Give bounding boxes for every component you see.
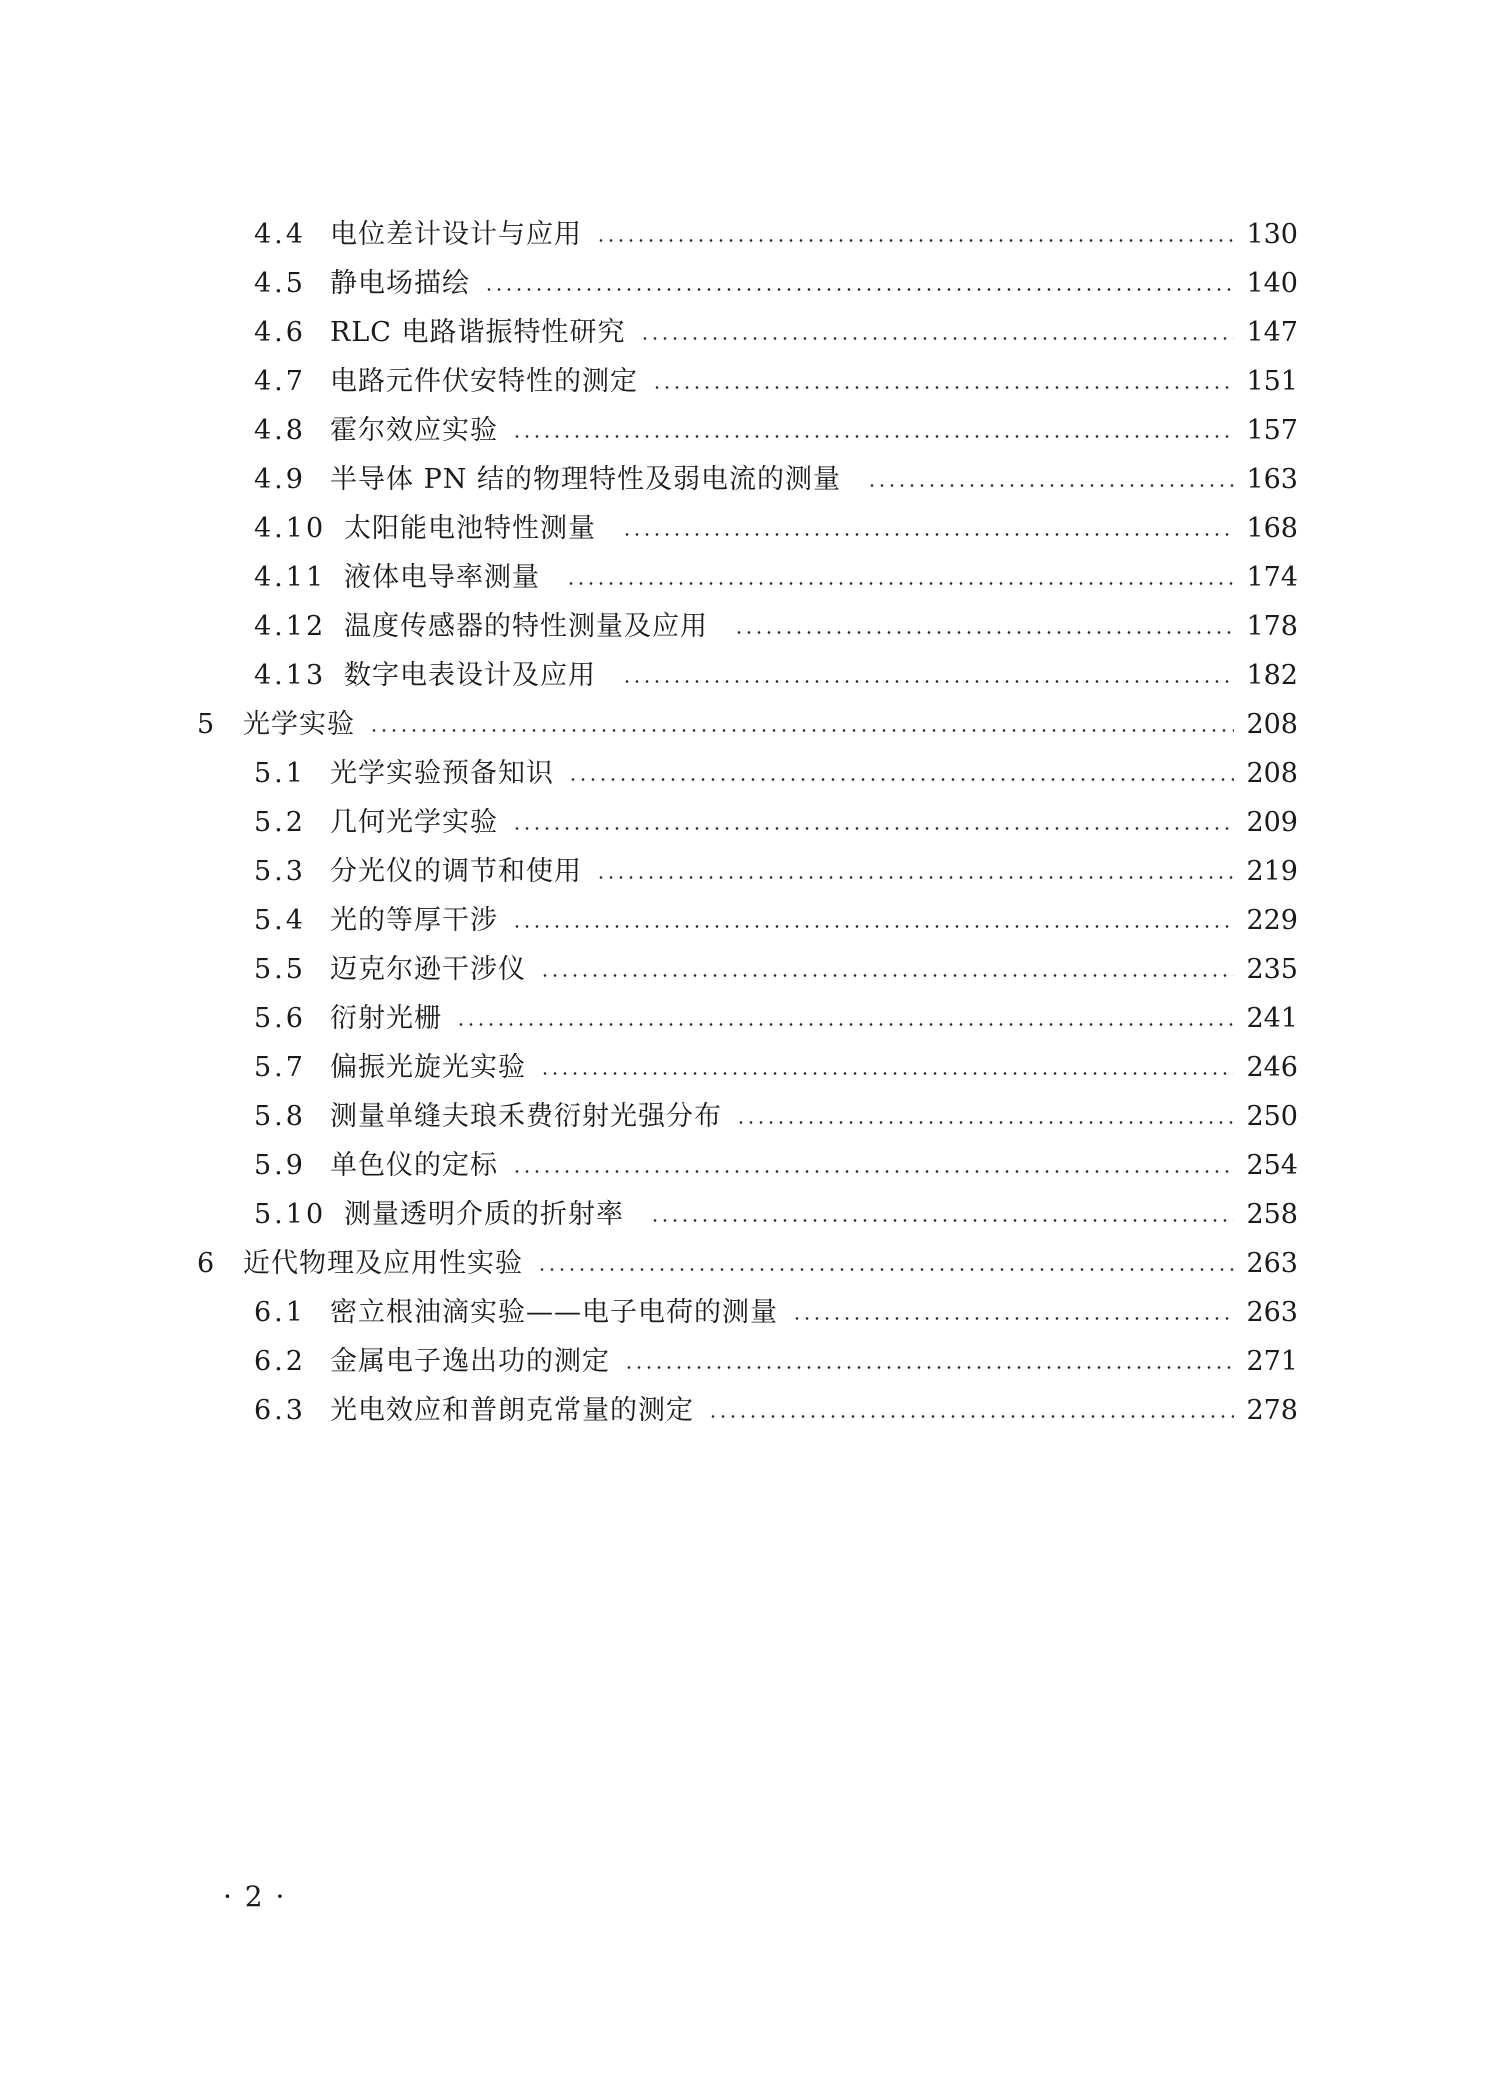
toc-entry-page: 140 <box>1246 268 1298 299</box>
dot-leader <box>540 974 1234 977</box>
toc-entry[interactable] <box>254 1141 1298 1190</box>
toc-entry[interactable] <box>254 847 1298 896</box>
toc-entry[interactable] <box>254 1288 1298 1337</box>
toc-entry-number: 4.5 <box>254 268 306 299</box>
toc-chapter-page: 263 <box>1246 1248 1298 1279</box>
toc-entry-number: 4.13 <box>254 660 327 691</box>
toc-entry-page: 229 <box>1246 905 1298 936</box>
dot-leader <box>512 827 1234 830</box>
toc-entry-title: 电位差计设计与应用 <box>330 219 582 250</box>
toc-entry-number: 5.2 <box>254 807 306 838</box>
toc-entry[interactable] <box>254 994 1298 1043</box>
dot-leader <box>512 435 1234 438</box>
dot-leader <box>792 1317 1234 1320</box>
toc-entry[interactable] <box>254 455 1298 504</box>
toc-entry-page: 278 <box>1246 1395 1298 1426</box>
toc-entry[interactable] <box>254 504 1298 553</box>
toc-entry-page: 250 <box>1246 1101 1298 1132</box>
toc-chapter-number: 6 <box>197 1248 218 1279</box>
toc-entry-title: 数字电表设计及应用 <box>344 660 596 691</box>
toc-entry-number: 5.1 <box>254 758 306 789</box>
toc-entry-number: 4.8 <box>254 415 306 446</box>
toc-entry-title: 光的等厚干涉 <box>330 905 498 936</box>
toc-entry-number: 4.4 <box>254 219 306 250</box>
toc-entry-number: 5.3 <box>254 856 306 887</box>
toc-entry[interactable] <box>254 1043 1298 1092</box>
toc-entry-title: 光电效应和普朗克常量的测定 <box>330 1395 694 1426</box>
dot-leader <box>734 631 1234 634</box>
toc-entry-title: 液体电导率测量 <box>344 562 540 593</box>
toc-entry-number: 4.10 <box>254 513 327 544</box>
dot-leader <box>369 729 1234 732</box>
dot-leader <box>736 1121 1234 1124</box>
dot-leader <box>596 239 1234 242</box>
toc-entry-title: 分光仪的调节和使用 <box>330 856 582 887</box>
toc-entry-title: 太阳能电池特性测量 <box>344 513 596 544</box>
toc-entry[interactable] <box>254 1337 1298 1386</box>
toc-entry-title: 偏振光旋光实验 <box>330 1052 526 1083</box>
toc-entry-page: 130 <box>1246 219 1298 250</box>
toc-entry-page: 178 <box>1246 611 1298 642</box>
toc-entry-number: 5.7 <box>254 1052 306 1083</box>
toc-entry-page: 254 <box>1246 1150 1298 1181</box>
dot-leader <box>596 876 1234 879</box>
toc-entry[interactable] <box>254 357 1298 406</box>
toc-entry-page: 209 <box>1246 807 1298 838</box>
toc-entry[interactable] <box>254 1092 1298 1141</box>
dot-leader <box>484 288 1234 291</box>
toc-entry-number: 4.11 <box>254 562 327 593</box>
page-number: · 2 · <box>223 1880 287 1913</box>
toc-entry-title: 光学实验预备知识 <box>330 758 554 789</box>
toc-entry-title: 静电场描绘 <box>330 268 470 299</box>
toc-entry-title: 测量透明介质的折射率 <box>344 1199 624 1230</box>
toc-entry[interactable] <box>254 553 1298 602</box>
toc-entry-page: 174 <box>1246 562 1298 593</box>
dot-leader <box>512 1170 1234 1173</box>
toc-entry-page: 258 <box>1246 1199 1298 1230</box>
toc-entry-page: 208 <box>1246 758 1298 789</box>
toc-entry[interactable] <box>254 308 1298 357</box>
toc-entry-page: 151 <box>1246 366 1298 397</box>
dot-leader <box>537 1268 1234 1271</box>
toc-entry[interactable] <box>254 896 1298 945</box>
toc-entry-number: 5.5 <box>254 954 306 985</box>
toc-entry-page: 246 <box>1246 1052 1298 1083</box>
toc-entry-number: 4.7 <box>254 366 306 397</box>
toc-entry-number: 5.10 <box>254 1199 327 1230</box>
toc-entry-title: 单色仪的定标 <box>330 1150 498 1181</box>
toc-entry[interactable] <box>254 945 1298 994</box>
toc-chapter[interactable] <box>197 1239 1298 1288</box>
toc-entry-number: 5.8 <box>254 1101 306 1132</box>
dot-leader <box>512 925 1234 928</box>
toc-entry-title: 金属电子逸出功的测定 <box>330 1346 610 1377</box>
toc-entry-page: 241 <box>1246 1003 1298 1034</box>
toc-entry[interactable] <box>254 1190 1298 1239</box>
toc-entry-page: 263 <box>1246 1297 1298 1328</box>
toc-entry[interactable] <box>254 798 1298 847</box>
toc-entry-number: 6.1 <box>254 1297 306 1328</box>
toc-entry-title: RLC 电路谐振特性研究 <box>330 317 626 348</box>
toc-entry-number: 4.12 <box>254 611 327 642</box>
toc-entry[interactable] <box>254 749 1298 798</box>
toc-entry-number: 4.9 <box>254 464 306 495</box>
dot-leader <box>640 337 1235 340</box>
dot-leader <box>566 582 1234 585</box>
toc-entry[interactable] <box>254 1386 1298 1435</box>
toc-entry-title: 密立根油滴实验——电子电荷的测量 <box>330 1297 778 1328</box>
toc-entry[interactable] <box>254 406 1298 455</box>
dot-leader <box>540 1072 1234 1075</box>
toc-entry[interactable] <box>254 259 1298 308</box>
toc-entry-page: 235 <box>1246 954 1298 985</box>
toc-entry-title: 半导体 PN 结的物理特性及弱电流的测量 <box>330 464 841 495</box>
toc-entry-number: 5.6 <box>254 1003 306 1034</box>
toc-chapter-title: 近代物理及应用性实验 <box>243 1248 523 1279</box>
toc-chapter-title: 光学实验 <box>243 709 355 740</box>
toc-entry-title: 霍尔效应实验 <box>330 415 498 446</box>
dot-leader <box>650 1219 1234 1222</box>
toc-entry-title: 迈克尔逊干涉仪 <box>330 954 526 985</box>
toc-entry-title: 温度传感器的特性测量及应用 <box>344 611 708 642</box>
toc-entry-page: 163 <box>1246 464 1298 495</box>
toc-chapter-number: 5 <box>197 709 218 740</box>
toc-entry-page: 271 <box>1246 1346 1298 1377</box>
toc-entry-page: 219 <box>1246 856 1298 887</box>
toc-entry-page: 168 <box>1246 513 1298 544</box>
toc-chapter[interactable] <box>197 700 1298 749</box>
dot-leader <box>624 1366 1234 1369</box>
toc-entry-title: 电路元件伏安特性的测定 <box>330 366 638 397</box>
dot-leader <box>568 778 1234 781</box>
toc-entry-title: 几何光学实验 <box>330 807 498 838</box>
toc-entry-title: 测量单缝夫琅禾费衍射光强分布 <box>330 1101 722 1132</box>
toc-entry-number: 6.2 <box>254 1346 306 1377</box>
toc-entry[interactable] <box>254 210 1298 259</box>
toc-entry-number: 5.9 <box>254 1150 306 1181</box>
dot-leader <box>622 680 1234 683</box>
toc-entry-page: 147 <box>1246 317 1298 348</box>
toc-entry-number: 6.3 <box>254 1395 306 1426</box>
toc-entry-page: 157 <box>1246 415 1298 446</box>
dot-leader <box>708 1415 1234 1418</box>
dot-leader <box>622 533 1234 536</box>
toc-chapter-page: 208 <box>1246 709 1298 740</box>
toc-entry[interactable] <box>254 651 1298 700</box>
toc-entry[interactable] <box>254 602 1298 651</box>
dot-leader <box>456 1023 1234 1026</box>
toc-entry-title: 衍射光栅 <box>330 1003 442 1034</box>
dot-leader <box>867 484 1234 487</box>
toc-entry-page: 182 <box>1246 660 1298 691</box>
toc-entry-number: 4.6 <box>254 317 306 348</box>
dot-leader <box>652 386 1234 389</box>
toc-entry-number: 5.4 <box>254 905 306 936</box>
